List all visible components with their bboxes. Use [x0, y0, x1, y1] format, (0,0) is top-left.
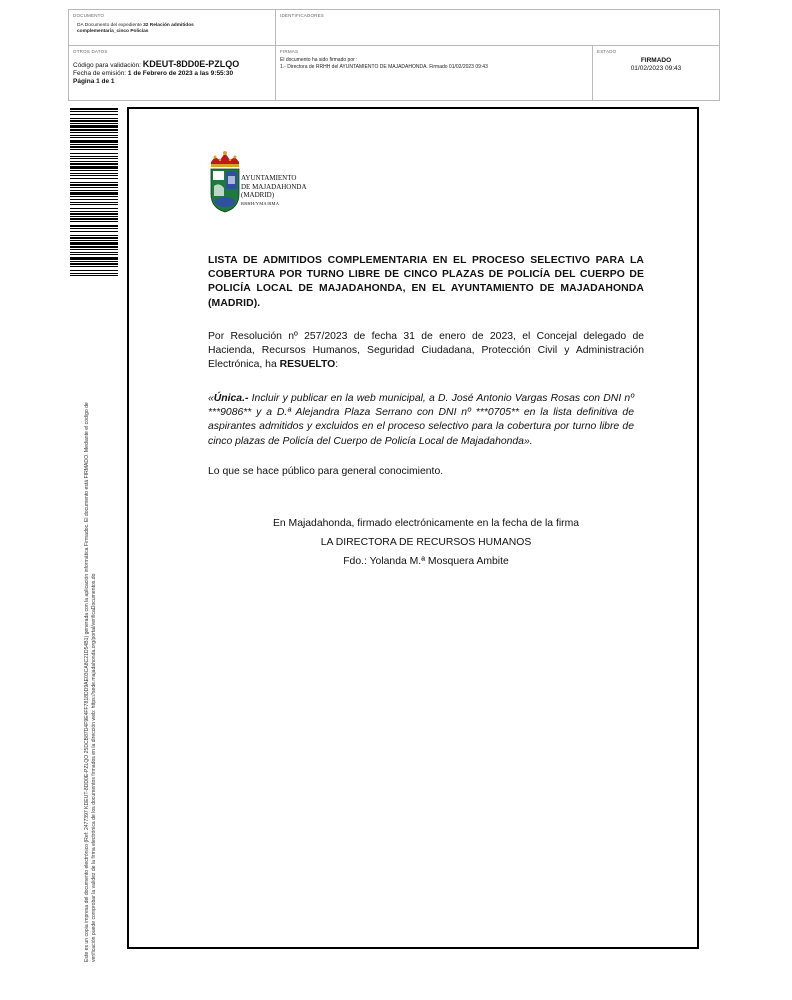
- estado-label: ESTADO: [597, 49, 617, 54]
- sign-title: LA DIRECTORA DE RECURSOS HUMANOS: [320, 537, 532, 548]
- firmas-line1: El documento ha sido firmado por :: [280, 57, 358, 63]
- logo-line3: (MADRID): [241, 191, 275, 200]
- verification-side-text: [84, 402, 97, 962]
- firmas-cell: [276, 46, 593, 100]
- logo-line2: DE MAJADAHONDA: [241, 182, 307, 191]
- estado-value: FIRMADO: [640, 57, 672, 64]
- document-title: LISTA DE ADMITIDOS COMPLEMENTARIA EN EL PROCESO SELECTIVO PARA LA COBERTURA POR TURNO LIBRE DE CINCO PLAZAS DE POLICÍA DEL CUERPO DE POLICÍA LOCAL DE MAJADAHONDA, EN EL AYUNTAMIENTO DE MAJADAHONDA (MADRID).: [208, 255, 644, 309]
- para-text: Por Resolución nº 257/2023 de fecha 31 de enero de 2023, el Concejal delegado de Hacienda, Recursos Humanos, Seguridad Ciudadana, Protección Civil y Administración Electrónica, ha: [208, 331, 644, 371]
- para-bold: RESUELTO: [279, 359, 336, 371]
- documento-description: [77, 23, 267, 35]
- validation-line: [73, 59, 239, 69]
- para-end: :: [335, 359, 339, 371]
- otros-datos-cell: [69, 46, 276, 100]
- resolution-open: «: [208, 393, 214, 404]
- firmas-line2: 1.- Directora de RRHH del AYUNTAMIENTO DE MAJADAHONDA. Firmado 01/02/2023 09:43: [280, 64, 488, 70]
- otros-datos-label: OTROS DATOS: [73, 49, 108, 54]
- sign-location: En Majadahonda, firmado electrónicamente en la fecha de la firma: [272, 518, 580, 529]
- resolution-quote: [208, 392, 634, 449]
- firmas-label: FIRMAS: [280, 49, 299, 54]
- identificadores-label: IDENTIFICADORES: [280, 13, 325, 18]
- validation-barcode: [70, 108, 118, 276]
- sign-name: Fdo.: Yolanda M.ª Mosquera Ambite: [343, 556, 509, 567]
- estado-date: 01/02/2023 09:43: [630, 65, 682, 72]
- emission-line: [73, 70, 233, 77]
- logo-ref: RRHH/YMA/BMA: [241, 200, 280, 206]
- ayuntamiento-coat-of-arms-icon: [208, 150, 242, 214]
- side-text-line2: verificación puede comprobar la validez de la firma electrónica de los documentos firmados en la dirección web: https://sede.majadahonda.org/portal/verificaDocumentos.do: [90, 573, 97, 962]
- identificadores-cell: [276, 10, 719, 46]
- documento-bold: 32 Relación admitidos: [143, 23, 194, 28]
- side-text-line1: Este es un copia impresa del documento electrónico (Ref: 2477397 KDEUT-8DD0E-PZLQO 25DCB87D4F9E4FF7818DD9AE03CA8C21D54B1) generada con la aplicación informática Firmadoc. El documento está FIRMADO. Mediante el código de: [84, 402, 90, 962]
- emission-date: 1 de Febrero de 2023 a las 9:55:30: [127, 70, 234, 77]
- documento-label: DOCUMENTO: [73, 13, 105, 18]
- page-number: Página 1 de 1: [73, 78, 115, 85]
- validation-code[interactable]: KDEUT-8DD0E-PZLQO: [142, 59, 240, 69]
- estado-cell: [593, 46, 719, 100]
- emission-prefix: Fecha de emisión:: [73, 70, 128, 77]
- resolution-text: Incluir y publicar en la web municipal, a D. José Antonio Vargas Rosas con DNI nº ***9086** y a D.ª Alejandra Plaza Serrano con DNI nº ***0705** en la lista definitiva de aspirantes admitidos y excluidos en el proceso selectivo para la cobertura por turno libre de cinco plazas de Policía del Cuerpo de Policía Local de Majadahonda».: [208, 393, 634, 447]
- barcode-stripe: [70, 275, 118, 276]
- documento-prefix: DA Documento del expediente: [77, 23, 144, 28]
- validation-prefix: Código para validación:: [73, 62, 143, 69]
- documento-line2: complementaria_cinco Policías: [77, 29, 149, 34]
- public-notice: Lo que se hace público para general conocimiento.: [208, 466, 444, 477]
- ayuntamiento-logo-text: [241, 174, 307, 208]
- documento-cell: [69, 10, 276, 46]
- resolution-bold: Única.-: [213, 393, 249, 404]
- logo-line1: AYUNTAMIENTO: [241, 174, 297, 182]
- document-header-table: [68, 9, 720, 101]
- resolution-paragraph: [208, 330, 644, 373]
